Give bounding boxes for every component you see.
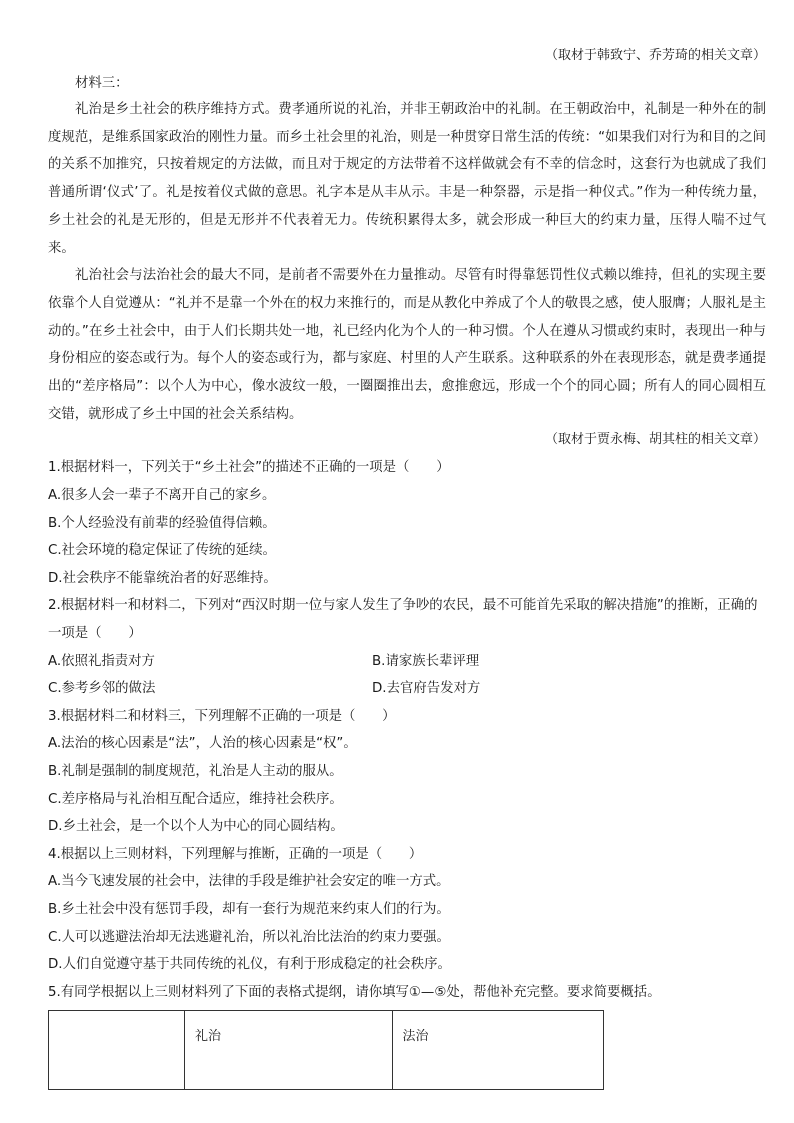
table-header-blank[interactable]: [49, 1011, 185, 1090]
source-citation-1: （取材于韩致宁、乔芳琦的相关文章）: [544, 48, 766, 63]
outline-table: [48, 1010, 604, 1090]
option-b: B.礼制是强制的制度规范，礼治是人主动的服从。: [48, 763, 343, 779]
option-d: D.社会秩序不能靠统治者的好恶维持。: [48, 570, 277, 586]
source-citation-2: （取材于贾永梅、胡其柱的相关文章）: [544, 432, 766, 448]
material3-heading: 材料三：: [75, 76, 129, 91]
question-stem: 4.根据以上三则材料，下列理解与推断，正确的一项是（ ）: [48, 846, 423, 862]
question-2: [48, 592, 766, 702]
question-1: [48, 454, 766, 592]
table-header-lizhi: 礼治: [185, 1011, 393, 1090]
question-stem: 5.有同学根据以上三则材料列了下面的表格式提纲，请你填写①—⑤处，帮他补充完整。要求简要概括。: [48, 984, 661, 1000]
question-stem: 1.根据材料一，下列关于“乡土社会”的描述不正确的一项是（ ）: [48, 460, 450, 476]
exam-page: [48, 40, 766, 1090]
option-c: C.参考乡邻的做法: [48, 681, 156, 697]
question-stem: 2.根据材料一和材料二，下列对“西汉时期一位与家人发生了争吵的农民，最不可能首先采取的解决措施”的推断，正确的一项是（ ）: [48, 598, 758, 641]
option-a: A.很多人会一辈子不离开自己的家乡。: [48, 488, 276, 504]
option-a: A.依照礼指责对方: [48, 653, 155, 669]
option-a: A.当今飞速发展的社会中，法律的手段是维护社会安定的唯一方式。: [48, 874, 450, 890]
option-row-2: [48, 675, 766, 703]
option-d: D.去官府告发对方: [372, 681, 481, 697]
option-a: A.法治的核心因素是“法”，人治的核心因素是“权”。: [48, 736, 357, 752]
option-c: C.社会环境的稳定保证了传统的延续。: [48, 543, 276, 559]
option-d: D.乡土社会，是一个以个人为中心的同心圆结构。: [48, 819, 344, 835]
option-b: B.个人经验没有前辈的经验值得信赖。: [48, 515, 276, 531]
option-c: C.人可以逃避法治却无法逃避礼治，所以礼治比法治的约束力要强。: [48, 929, 450, 945]
question-3: [48, 703, 766, 841]
table-header-fazhi: 法治: [392, 1011, 604, 1090]
option-row-1: [48, 648, 766, 676]
material3-paragraph-2: 礼治社会与法治社会的最大不同，是前者不需要外在力量推动。尽管有时得靠惩罚性仪式赖以维持，但礼的实现主要依靠个人自觉遵从：“礼并不是靠一个外在的权力来推行的，而是从教化中养成了个人的敬畏之感，使人服膺；人服礼是主动的。”在乡土社会中，由于人们长期共处一地，礼已经内化为个人的一种习惯。个人在遵从习惯或约束时，表现出一种与身份相应的姿态或行为。每个人的姿态或行为，都与家庭、村里的人产生联系。这种联系的外在表现形态，就是费孝通提出的“差序格局”：以个人为中心，像水波纹一般，一圈圈推出去，愈推愈远，形成一个个的同心圆；所有人的同心圆相互交错，就形成了乡土中国的社会关系结构。: [48, 268, 766, 422]
option-c: C.差序格局与礼治相互配合适应，维持社会秩序。: [48, 791, 343, 807]
option-d: D.人们自觉遵守基于共同传统的礼仪，有利于形成稳定的社会秩序。: [48, 957, 451, 973]
material3-paragraph-1: 礼治是乡土社会的秩序维持方式。费孝通所说的礼治，并非王朝政治中的礼制。在王朝政治中，礼制是一种外在的制度规范，是维系国家政治的刚性力量。而乡土社会里的礼治，则是一种贯穿日常生活的传统：“如果我们对行为和目的之间的关系不加推究，只按着规定的方法做，而且对于规定的方法带着不这样做就会有不幸的信念时，这套行为也就成了我们普通所谓‘仪式’了。礼是按着仪式做的意思。礼字本是从丰从示。丰是一种祭器，示是指一种仪式。”作为一种传统力量，乡土社会的礼是无形的，但是无形并不代表着无力。传统积累得太多，就会形成一种巨大的约束力量，压得人喘不过气来。: [48, 102, 766, 256]
option-b: B.乡土社会中没有惩罚手段，却有一套行为规范来约束人们的行为。: [48, 901, 450, 917]
question-4: [48, 841, 766, 979]
table-header-row: [49, 1011, 604, 1090]
question-stem: 3.根据材料二和材料三，下列理解不正确的一项是（ ）: [48, 708, 396, 724]
option-b: B.请家族长辈评理: [372, 653, 480, 669]
question-5: [48, 979, 766, 1091]
